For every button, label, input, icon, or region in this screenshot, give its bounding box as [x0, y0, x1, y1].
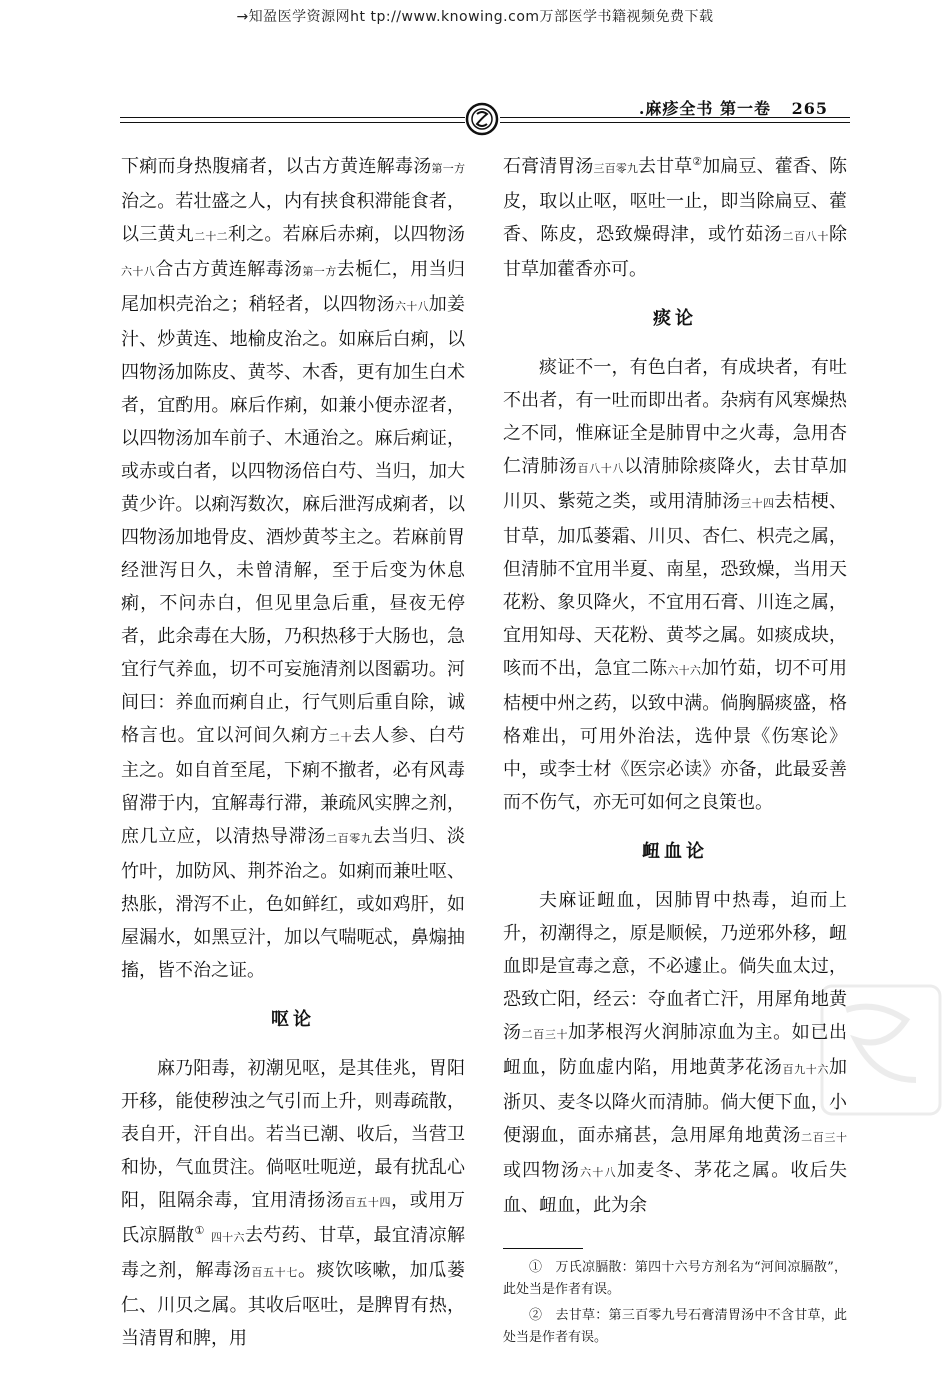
volume-label: 第一卷 [720, 99, 772, 118]
section-heading-tan: 痰论 [653, 308, 697, 329]
book-title: .麻疹全书 [638, 99, 714, 118]
paragraph-epistaxis: 夫麻证衄血，因肺胃中热毒，迫而上升，初潮得之，原是顺候，乃逆邪外移，衄血即是宣毒之意，不必遽止。倘失血太过，恐致亡阳，经云：夺血者亡汗，用犀角地黄汤二百三十加茅根泻火润肺凉血为主。如已出衄血，防血虚内陷，用地黄茅花汤百九十六加浙贝、麦冬以降火而清肺。倘大便下血，小便溺血，面赤痛甚，急用犀角地黄汤二百三十或四物汤六十八加麦冬、茅花之属。收后失血、衄血，此为余 [503, 890, 848, 1216]
header-rule-left-thin [120, 122, 465, 123]
footnote-ref-2[interactable]: ② [692, 155, 703, 168]
publisher-logo-icon [465, 102, 499, 136]
running-head [639, 96, 828, 119]
right-column [503, 150, 847, 1353]
paragraph-phlegm: 痰证不一，有色白者，有成块者，有吐不出者，有一吐而即出者。杂病有风寒燥热之不同，惟麻证全是肺胃中之火毒，急用杏仁清肺汤百八十八以清肺除痰降火，去甘草加川贝、紫菀之类，或用清肺汤三十四去桔梗、甘草，加瓜蒌霜、川贝、杏仁、枳壳之属，但清肺不宜用半夏、南星，恐致燥，当用天花粉、象贝降火，不宜用石膏、川连之属，宜用知母、天花粉、黄芩之属。如痰成块，咳而不出，急宜二陈六十六加竹茹，切不可用桔梗中州之药，以致中满。倘胸膈痰盛，格格难出，可用外治法，选仲景《伤寒论》中，或李士材《医宗必读》亦备，此最妥善而不伤气，亦无可如何之良策也。 [503, 357, 848, 813]
pdg-watermark-stamp-icon [816, 980, 946, 1120]
left-column [121, 150, 465, 1355]
footnote-2: ② 去甘草：第三百零九号石膏清胃汤中不含甘草，此处当是作者有误。 [503, 1308, 847, 1345]
footnote-1: ① 万氏凉膈散：第四十六号方剂名为“河间凉膈散”，此处当是作者有误。 [503, 1260, 847, 1297]
section-heading-nu: 衄血论 [642, 841, 708, 862]
section-heading-ou: 呕论 [271, 1009, 315, 1030]
header-rule-right [500, 117, 850, 118]
header-rule-right-thin [500, 122, 850, 123]
paragraph-dysentery: 下痢而身热腹痛者，以古方黄连解毒汤第一方治之。若壮盛之人，内有挟食积滞能食者，以三黄丸二十二利之。若麻后赤痢，以四物汤六十八合古方黄连解毒汤第一方去栀仁，用当归尾加枳壳治之；稍轻者，以四物汤六十八加姜汁、炒黄连、地榆皮治之。如麻后白痢，以四物汤加陈皮、黄芩、木香，更有加生白术者，宜酌用。麻后作痢，如兼小便赤涩者，以四物汤加车前子、木通治之。麻后痢证，或赤或白者，以四物汤倍白芍、当归，加大黄少许。以痢泻数次，麻后泄泻成痢者，以四物汤加地骨皮、酒炒黄芩主之。若麻前胃经泄泻日久，未曾清解，至于后变为休息痢，不问赤白，但见里急后重，昼夜无停者，此余毒在大肠，乃积热移于大肠也，急宜行气养血，切不可妄施清剂以图霸功。河间曰：养血而痢自止，行气则后重自除，诚格言也。宜以河间久痢方二十去人参、白芍主之。如自首至尾，下痢不撤者，必有风毒留滞于内，宜解毒行滞，兼疏风实脾之剂，庶几立应，以清热导滞汤二百零九去当归、淡竹叶，加防风、荆芥治之。如痢而兼吐呕、热胀，滑泻不止，色如鲜红，或如鸡肝，如屋漏水，如黑豆汁，加以气喘呃忒，鼻煽抽搐，皆不治之证。 [121, 156, 466, 981]
paragraph-vomiting: 麻乃阳毒，初潮见呕，是其佳兆，胃阳开移，能使秽浊之气引而上升，则毒疏散，表自开，汗自出。若当已潮、收后，当营卫和协，气血贯注。倘呕吐呃逆，最有扰乱心阳，阻隔余毒，宜用清扬汤百五十四，或用万氏凉膈散① 四十六去芍药、甘草，最宜清凉解毒之剂，解毒汤百五十七。痰饮咳嗽，加瓜蒌仁、川贝之属。其收后呕吐，是脾胃有热，当清胃和脾，用 [121, 1058, 466, 1349]
source-watermark-url: →知盈医学资源网ht tp://www.knowing.com万部医学书籍视频免费下载 [236, 9, 714, 25]
header-rule-left [120, 117, 465, 118]
page-number: 265 [791, 99, 828, 118]
paragraph-vomiting-cont: 石膏清胃汤三百零九去甘草②加扁豆、藿香、陈皮，取以止呕，呕吐一止，即当除扁豆、藿香、陈皮，恐致燥碍津，或竹茹汤二百八十除甘草加藿香亦可。 [503, 155, 848, 280]
footnote-divider [503, 1248, 583, 1249]
footnote-ref-1[interactable]: ① [194, 1224, 205, 1237]
